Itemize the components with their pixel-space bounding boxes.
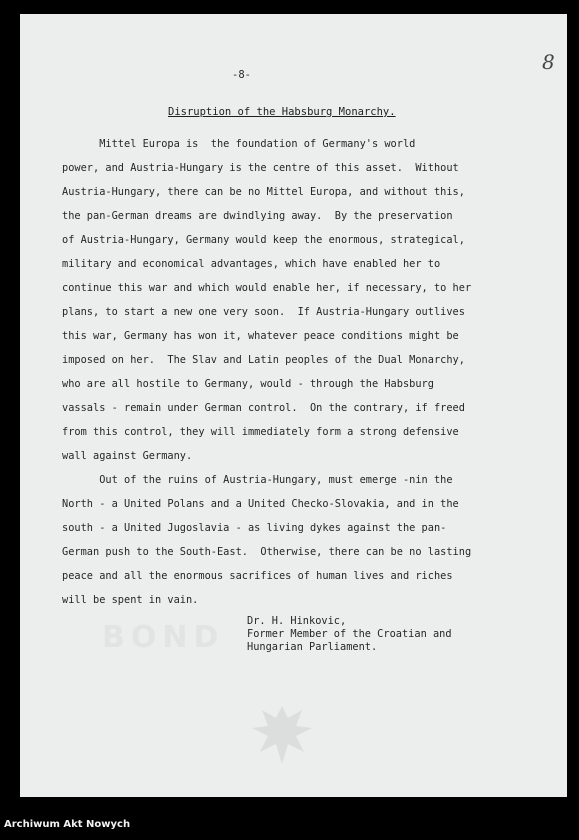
document-page xyxy=(20,14,567,797)
body-line: this war, Germany has won it, whatever peace conditions might be xyxy=(62,330,459,342)
body-line: wall against Germany. xyxy=(62,450,193,462)
signature-block xyxy=(247,615,452,654)
body-line: vassals - remain under German control. On the contrary, if freed xyxy=(62,402,465,414)
archive-footer-label: Archiwum Akt Nowych xyxy=(4,819,131,830)
body-line: from this control, they will immediately form a strong defensive xyxy=(62,426,459,438)
body-line: will be spent in vain. xyxy=(62,594,199,606)
body-line: plans, to start a new one very soon. If Austria-Hungary outlives xyxy=(62,306,465,318)
body-line: power, and Austria-Hungary is the centre of this asset. Without xyxy=(62,162,459,174)
body-line: military and economical advantages, which have enabled her to xyxy=(62,258,441,270)
signature-title: Former Member of the Croatian and xyxy=(247,628,452,640)
body-line: peace and all the enormous sacrifices of human lives and riches xyxy=(62,570,453,582)
signature-title-cont: Hungarian Parliament. xyxy=(247,641,378,653)
document-title: Disruption of the Habsburg Monarchy. xyxy=(168,106,396,118)
body-line: North - a United Polans and a United Checko-Slovakia, and in the xyxy=(62,498,459,510)
body-line: Out of the ruins of Austria-Hungary, must emerge -nin the xyxy=(62,474,453,486)
body-line: who are all hostile to Germany, would - through the Habsburg xyxy=(62,378,434,390)
body-line: south - a United Jugoslavia - as living dykes against the pan- xyxy=(62,522,447,534)
body-line: imposed on her. The Slav and Latin peoples of the Dual Monarchy, xyxy=(62,354,465,366)
signature-name: Dr. H. Hinkovic, xyxy=(247,615,347,627)
page-number: -8- xyxy=(232,69,251,81)
handwritten-page-number: 8 xyxy=(542,50,555,74)
eagle-watermark-icon xyxy=(242,696,322,776)
body-line: continue this war and which would enable her, if necessary, to her xyxy=(62,282,472,294)
body-line: Austria-Hungary, there can be no Mittel Europa, and without this, xyxy=(62,186,465,198)
body-line: the pan-German dreams are dwindlying away. By the preservation xyxy=(62,210,453,222)
body-line: German push to the South-East. Otherwise, there can be no lasting xyxy=(62,546,472,558)
body-line: of Austria-Hungary, Germany would keep the enormous, strategical, xyxy=(62,234,465,246)
body-line: Mittel Europa is the foundation of Germany's world xyxy=(62,138,416,150)
bleed-through-stamp: BOND xyxy=(102,620,225,655)
